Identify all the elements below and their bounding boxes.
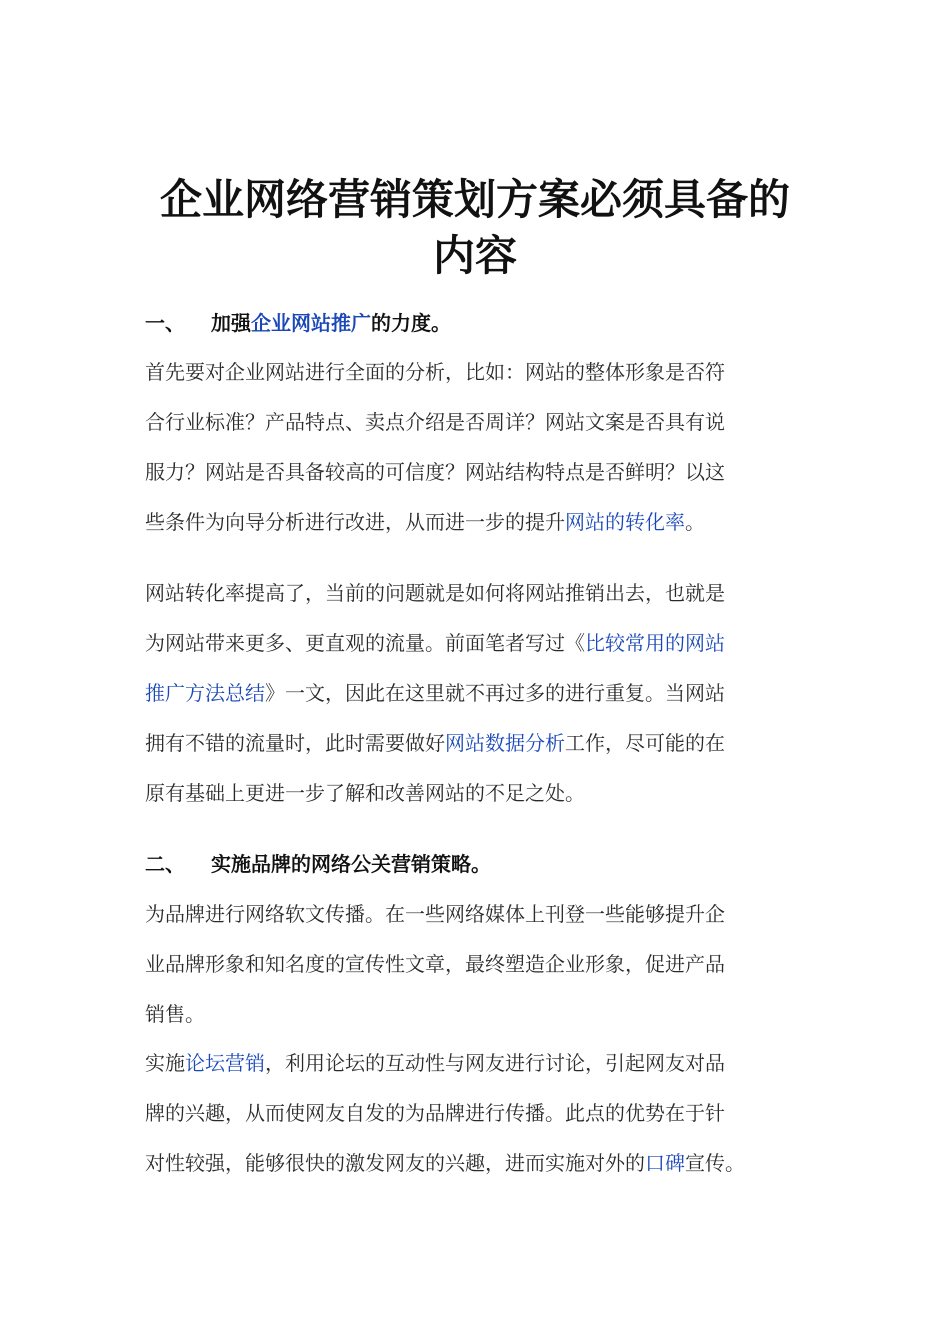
- p2-line-4-post: 工作，尽可能的在: [565, 731, 725, 755]
- p4-line-1-pre: 实施: [145, 1051, 185, 1075]
- paragraph-1-line-3: 服力？网站是否具备较高的可信度？网站结构特点是否鲜明？以这: [145, 460, 725, 484]
- document-title: [100, 172, 850, 284]
- section-1-heading: [145, 308, 451, 338]
- link-website-conversion-rate[interactable]: 网站的转化率: [565, 510, 685, 534]
- p2-line-3-post: 》一文，因此在这里就不再过多的进行重复。当网站: [265, 681, 725, 705]
- link-website-data-analysis[interactable]: 网站数据分析: [445, 731, 565, 755]
- title-line-1: 企业网络营销策划方案必须具备的: [159, 175, 790, 224]
- p1-line-4-pre: 些条件为向导分析进行改进，从而进一步的提升: [145, 510, 565, 534]
- section-2-number: 二、: [145, 852, 185, 876]
- paragraph-2-line-2: [145, 628, 725, 658]
- p2-line-4-pre: 拥有不错的流量时，此时需要做好: [145, 731, 445, 755]
- link-word-of-mouth[interactable]: 口碑: [645, 1151, 685, 1175]
- section-1-heading-pre: 加强: [211, 311, 251, 335]
- title-line-2: 内容: [432, 231, 517, 280]
- paragraph-4-line-3: [145, 1148, 745, 1178]
- p4-line-3-pre: 对性较强，能够很快的激发网友的兴趣，进而实施对外的: [145, 1151, 645, 1175]
- link-common-promotion-methods-part-2[interactable]: 推广方法总结: [145, 681, 265, 705]
- paragraph-2-line-3: [145, 678, 725, 708]
- p1-line-4-post: 。: [685, 510, 705, 534]
- paragraph-2-line-1: 网站转化率提高了，当前的问题就是如何将网站推销出去，也就是: [145, 581, 725, 605]
- paragraph-1-line-1: 首先要对企业网站进行全面的分析，比如：网站的整体形象是否符: [145, 360, 725, 384]
- p4-line-1-post: ，利用论坛的互动性与网友进行讨论，引起网友对品: [265, 1051, 725, 1075]
- paragraph-1-line-4: [145, 507, 705, 537]
- p2-line-2-pre: 为网站带来更多、更直观的流量。前面笔者写过《: [145, 631, 585, 655]
- section-2-heading-text: 实施品牌的网络公关营销策略。: [211, 852, 491, 876]
- paragraph-3-line-1: 为品牌进行网络软文传播。在一些网络媒体上刊登一些能够提升企: [145, 902, 725, 926]
- p4-line-3-post: 宣传。: [685, 1151, 745, 1175]
- paragraph-3-line-2: 业品牌形象和知名度的宣传性文章，最终塑造企业形象，促进产品: [145, 952, 725, 976]
- link-common-promotion-methods-part-1[interactable]: 比较常用的网站: [585, 631, 725, 655]
- paragraph-3-line-3: 销售。: [145, 1002, 205, 1026]
- section-1-heading-post: 的力度。: [371, 311, 451, 335]
- paragraph-4-line-1: [145, 1048, 725, 1078]
- paragraph-2-line-5: 原有基础上更进一步了解和改善网站的不足之处。: [145, 781, 585, 805]
- section-1-number: 一、: [145, 311, 185, 335]
- link-enterprise-website-promotion[interactable]: 企业网站推广: [251, 311, 371, 335]
- paragraph-4-line-2: 牌的兴趣，从而使网友自发的为品牌进行传播。此点的优势在于针: [145, 1101, 725, 1125]
- paragraph-1-line-2: 合行业标准？产品特点、卖点介绍是否周详？网站文案是否具有说: [145, 410, 725, 434]
- link-forum-marketing[interactable]: 论坛营销: [185, 1051, 265, 1075]
- paragraph-2-line-4: [145, 728, 725, 758]
- section-2-heading: [145, 849, 491, 879]
